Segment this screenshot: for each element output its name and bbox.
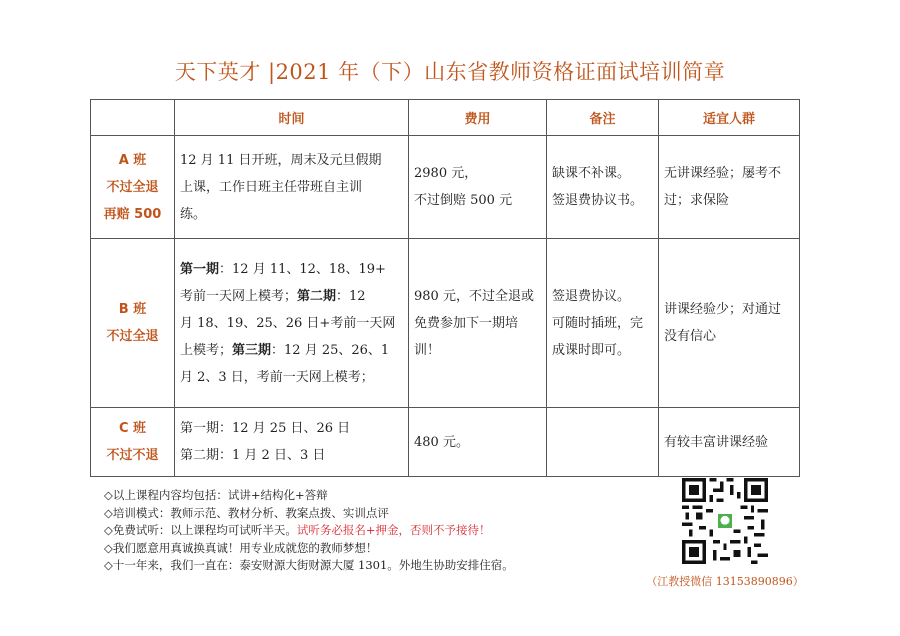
audience-line: 有较丰富讲课经验 (664, 434, 769, 450)
audience-cell-a (659, 136, 800, 239)
time-line (180, 310, 403, 337)
period-label: 第一期 (180, 261, 220, 277)
time-cell-a (175, 136, 409, 239)
header-audience: 适宜人群 (659, 100, 800, 136)
class-label: C 班 (118, 421, 147, 436)
class-label: A 班 (118, 152, 147, 168)
period-text: 考前一天网上模考； (180, 288, 298, 304)
period-text: 月 18、19、25、26 日+考前一天网 (180, 315, 396, 331)
note-line: 签退费协议。 (552, 288, 631, 304)
header-time: 时间 (175, 100, 409, 136)
period-text: 月 2、3 日，考前一天网上模考； (180, 369, 374, 385)
period-label: 第三期 (232, 342, 272, 358)
class-guarantee: 不过不退 (106, 448, 159, 463)
fee-cell-b (409, 239, 547, 408)
fee-line: 不过倒赔 500 元 (414, 193, 513, 208)
period-text: ：12 (336, 288, 366, 304)
class-name-c (91, 408, 175, 477)
audience-line: 讲课经验少；对通过 (664, 302, 782, 317)
period-text: ：12 月 11、12、18、19+ (219, 261, 386, 277)
qr-code-icon (682, 478, 768, 564)
header-class (91, 100, 175, 136)
period-text: 上模考； (180, 342, 233, 358)
fee-line: 免费参加下一期培 (414, 315, 519, 331)
table-row (91, 136, 800, 239)
time-line: 上课，工作日班主任带班自主训 (180, 179, 363, 195)
table-row (91, 239, 800, 408)
class-name-a (91, 136, 175, 239)
notes-list (104, 487, 514, 575)
time-line: 练。 (180, 206, 207, 222)
audience-cell-c (659, 408, 800, 477)
class-name-b (91, 239, 175, 408)
class-label: B 班 (118, 302, 147, 317)
fee-line: 480 元。 (414, 434, 469, 450)
time-cell-b (175, 239, 409, 408)
note-item: ◇以上课程内容均包括：试讲+结构化+答辩 (104, 488, 328, 502)
note-line: 可随时插班，完 (552, 315, 644, 331)
time-cell-c (175, 408, 409, 477)
fee-line: 980 元，不过全退或 (414, 288, 534, 304)
period-label: 第二期 (297, 288, 337, 304)
class-guarantee-extra: 再赔 500 (103, 206, 162, 222)
fee-line: 2980 元， (414, 166, 478, 181)
time-line (180, 283, 403, 310)
note-cell-c (547, 408, 659, 477)
time-line (180, 364, 403, 391)
period-text: ：12 月 25、26、1 (271, 342, 390, 358)
note-item: ◇十一年来，我们一直在：泰安财源大街财源大厦 1301。外地生协助安排住宿。 (104, 558, 514, 572)
fee-cell-a (409, 136, 547, 239)
fee-line: 训！ (414, 342, 441, 358)
note-cell-b (547, 239, 659, 408)
time-line (180, 337, 403, 364)
fee-cell-c (409, 408, 547, 477)
table-row (91, 408, 800, 477)
table-header-row (91, 100, 800, 136)
audience-line: 没有信心 (664, 329, 717, 344)
note-cell-a (547, 136, 659, 239)
note-line: 缺课不补课。 (552, 166, 631, 181)
page-title: 天下英才 |2021 年（下）山东省教师资格证面试培训简章 (174, 60, 726, 84)
course-table (90, 99, 800, 477)
audience-line: 无讲课经验；屡考不 (664, 166, 782, 181)
note-line: 成课时即可。 (552, 342, 631, 358)
time-line: 第一期：12 月 25 日、26 日 (180, 421, 351, 436)
contact-wechat: （江教授微信 13153890896） (646, 575, 804, 588)
note-text: ◇免费试听：以上课程均可试听半天。 (104, 523, 297, 537)
note-warning: 试听务必报名+押金，否则不予接待！ (296, 523, 491, 537)
class-guarantee: 不过全退 (106, 329, 159, 344)
class-guarantee: 不过全退 (106, 179, 159, 195)
header-fee: 费用 (409, 100, 547, 136)
note-item: ◇培训模式：教师示范、教材分析、教案点拨、实训点评 (104, 505, 389, 520)
audience-cell-b (659, 239, 800, 408)
note-item: ◇我们愿意用真诚换真诚！用专业成就您的教师梦想！ (104, 540, 378, 555)
audience-line: 过；求保险 (664, 193, 730, 208)
note-item (104, 522, 514, 540)
note-line: 签退费协议书。 (552, 193, 644, 208)
time-line: 第二期：1 月 2 日、3 日 (180, 448, 326, 463)
header-notes: 备注 (547, 100, 659, 136)
time-line (180, 256, 403, 283)
time-line: 12 月 11 日开班，周末及元旦假期 (180, 152, 382, 168)
